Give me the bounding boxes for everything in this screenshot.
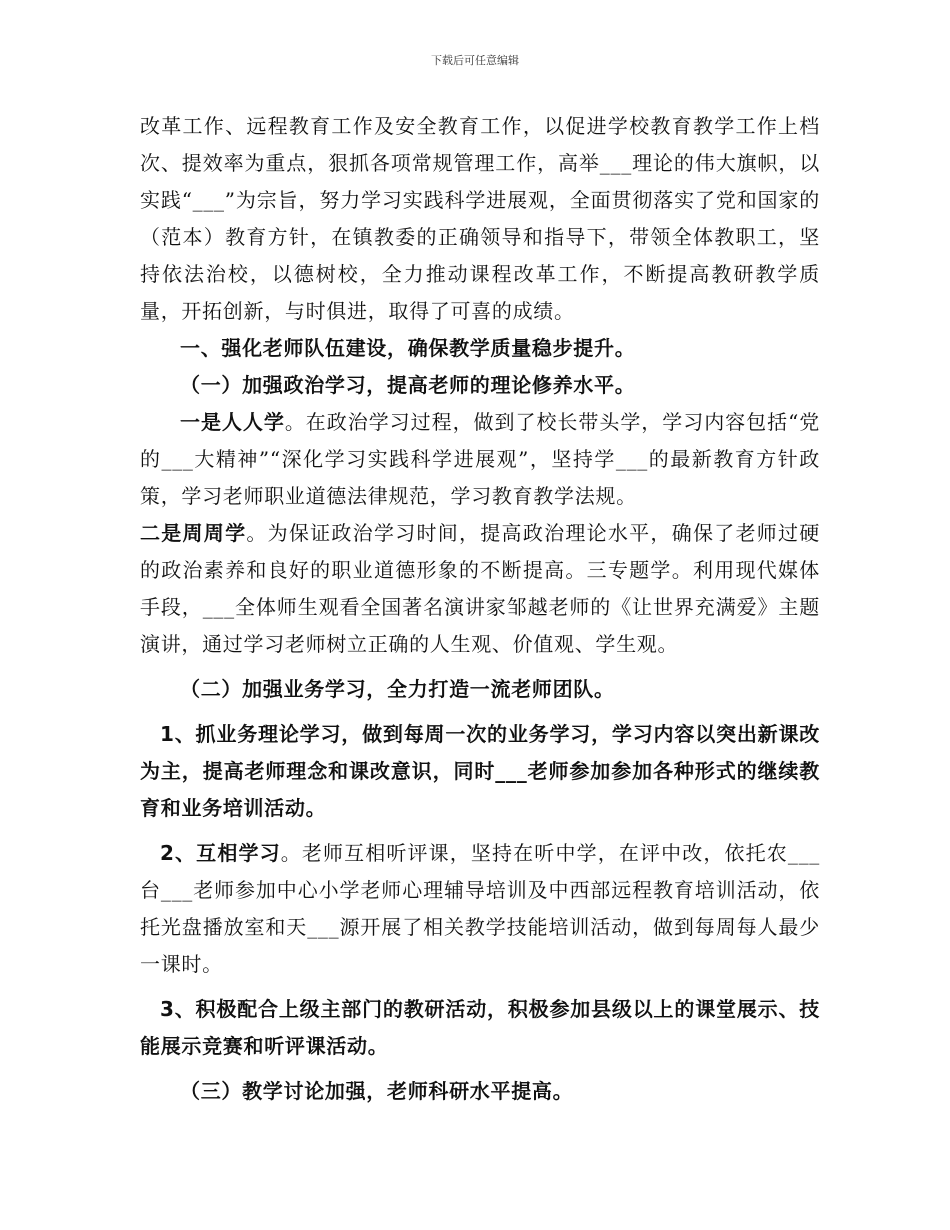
intro-paragraph: 改革工作、远程教育工作及安全教育工作，以促进学校教育教学工作上档次、提效率为重点，狠抓各项常规管理工作，高举___理论的伟大旗帜，以实践“___”为宗旨，努力学习实践科学进展观，全面贯彻落实了党和国家的（范本）教育方针，在镇教委的正确领导和指导下，带领全体教职工，坚持依法治校，以德树校，全力推动课程改革工作，不断提高教研教学质量，开拓创新，与时俱进，取得了可喜的成绩。 [140,114,820,323]
document-body [140,108,820,1110]
paragraph-text: 。为保证政治学习时间，提高政治理论水平，确保了老师过硬的政治素养和良好的职业道德形象的不断提高。三专题学。利用现代媒体手段，___全体师生观看全国著名演讲家邹越老师的《让世界充满爱》主题演讲，通过学习老师树立正确的人生观、价值观、学生观。 [140,521,820,656]
section-heading: 一、强化老师队伍建设，确保教学质量稳步提升。 [180,336,636,360]
subsection-heading: （一）加强政治学习，提高老师的理论修养水平。 [180,373,636,397]
list-item-2 [140,835,820,983]
paragraph-lead: 2、互相学习 [160,841,281,865]
page-header: 下载后可任意编辑 [431,54,519,67]
list-item-1: 1、抓业务理论学习，做到每周一次的业务学习，学习内容以突出新课改为主，提高老师理念和课改意识，同时___老师参加参加各种形式的继续教育和业务培训活动。 [140,722,820,820]
paragraph-weekly-learns [140,515,820,663]
subsection-heading: （三）教学讨论加强，老师科研水平提高。 [180,1079,574,1103]
paragraph-text: 。老师互相听评课，坚持在听中学，在评中改，依托农___台___老师参加中心小学老师心理辅导培训及中西部远程教育培训活动，依托光盘播放室和天___源开展了相关教学技能培训活动，做到每周每人最少一课时。 [140,841,820,976]
paragraph-lead: 一是人人学 [180,410,285,434]
paragraph-lead: 二是周周学 [140,521,247,545]
subsection-heading: （二）加强业务学习，全力打造一流老师团队。 [180,677,615,701]
paragraph-text: 。在政治学习过程，做到了校长带头学，学习内容包括“党的___大精神”“深化学习实践科学进展观”，坚持学___的最新教育方针政策，学习老师职业道德法律规范，学习教育教学法规。 [140,410,820,508]
paragraph-everyone-learns [140,404,820,515]
list-item-3: 3、积极配合上级主部门的教研活动，积极参加县级以上的课堂展示、技能展示竞赛和听评课活动。 [140,997,820,1058]
